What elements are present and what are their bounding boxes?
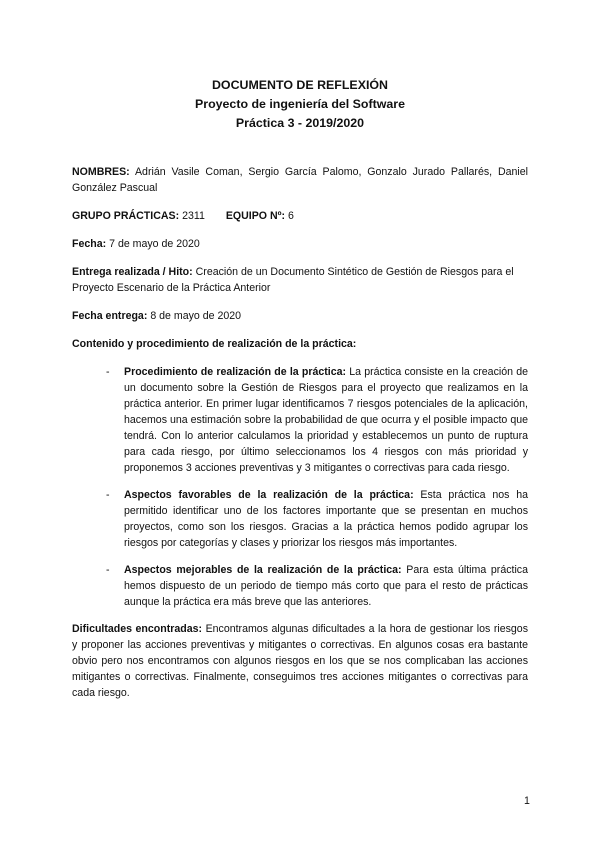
nombres-field bbox=[72, 164, 528, 196]
document-title: DOCUMENTO DE REFLEXIÓN bbox=[211, 78, 388, 92]
list-item-text: Para esta última práctica hemos dispuesto de un periodo de tiempo más corto que para el resto de prácticas aunque la práctica era más breve que las anteriores. bbox=[124, 564, 528, 608]
page-number: 1 bbox=[524, 795, 530, 807]
list-item-text: La práctica consiste en la creación de un documento sobre la Gestión de Riesgos para el proyecto que realizamos en la práctica anterior. En primer lugar identificamos 7 riesgos potenciales de la aplicación, hacemos una estimación sobre la probabilidad de que ocurra y el posible impacto que tendrá. Con lo anterior calculamos la prioridad y establecemos un punto de ruptura para cada riesgo, por último seleccionamos los 4 riesgos con más prioridad y proponemos 3 acciones preventivas y 3 mitigantes o correctivas para cada riesgo. bbox=[124, 366, 528, 474]
nombres-label: NOMBRES: bbox=[72, 166, 130, 178]
nombres-value: Adrián Vasile Coman, Sergio García Palomo, Gonzalo Jurado Pallarés, Daniel González Pascual bbox=[72, 166, 528, 194]
document-body bbox=[72, 164, 528, 713]
fecha-entrega-field bbox=[72, 308, 528, 324]
contenido-heading bbox=[72, 336, 528, 352]
bullet-marker: - bbox=[106, 564, 110, 576]
fecha-label: Fecha: bbox=[72, 238, 107, 250]
fecha-value: 7 de mayo de 2020 bbox=[109, 238, 200, 250]
contenido-heading-text: Contenido y procedimiento de realización de la práctica: bbox=[72, 338, 357, 350]
fecha-field bbox=[72, 236, 528, 252]
list-item-label: Aspectos mejorables de la realización de la práctica: bbox=[124, 564, 402, 576]
entrega-field bbox=[72, 264, 528, 296]
fecha-entrega-value: 8 de mayo de 2020 bbox=[150, 310, 242, 322]
list-item-label: Aspectos favorables de la realización de la práctica: bbox=[124, 489, 414, 501]
list-item-label: Procedimiento de realización de la práctica: bbox=[124, 366, 347, 378]
equipo-value: 6 bbox=[287, 210, 294, 222]
fecha-entrega-label: Fecha entrega: bbox=[72, 310, 148, 322]
bullet-marker: - bbox=[106, 366, 110, 378]
dificultades-section bbox=[72, 621, 528, 701]
document-header bbox=[0, 76, 600, 133]
dificultades-label: Dificultades encontradas: bbox=[72, 623, 203, 635]
contenido-list bbox=[72, 364, 528, 610]
list-item bbox=[72, 487, 528, 551]
equipo-label: EQUIPO Nº: bbox=[225, 210, 286, 222]
entrega-label: Entrega realizada / Hito: bbox=[72, 266, 193, 278]
grupo-label: GRUPO PRÁCTICAS: bbox=[72, 210, 180, 222]
bullet-marker: - bbox=[106, 489, 110, 501]
list-item-text: Esta práctica nos ha permitido identificar uno de los factores importante que se presentan en muchos proyectos, como son los riesgos. Gracias a la práctica hemos podido agrupar los riesgos por categorías y clases y priorizar los riesgos más importantes. bbox=[124, 489, 528, 549]
project-name: Proyecto de ingeniería del Software bbox=[194, 97, 405, 111]
practice-number: Práctica 3 - 2019/2020 bbox=[235, 116, 365, 130]
dificultades-text: Encontramos algunas dificultades a la hora de gestionar los riesgos y proponer las acciones preventivas y mitigantes o correctivas. En algunos cosas era bastante obvio pero nos encontramos con algunos riesgos en los que se nos complicaban las acciones mitigantes o correctivas. Finalmente, conseguimos tres acciones mitigantes o correctivas para cada riesgo. bbox=[72, 623, 528, 699]
grupo-field bbox=[72, 208, 528, 224]
entrega-value: Creación de un Documento Sintético de Gestión de Riesgos para el Proyecto Escenario de la Práctica Anterior bbox=[72, 266, 514, 294]
list-item bbox=[72, 562, 528, 610]
list-item bbox=[72, 364, 528, 476]
grupo-value: 2311 bbox=[182, 210, 205, 222]
